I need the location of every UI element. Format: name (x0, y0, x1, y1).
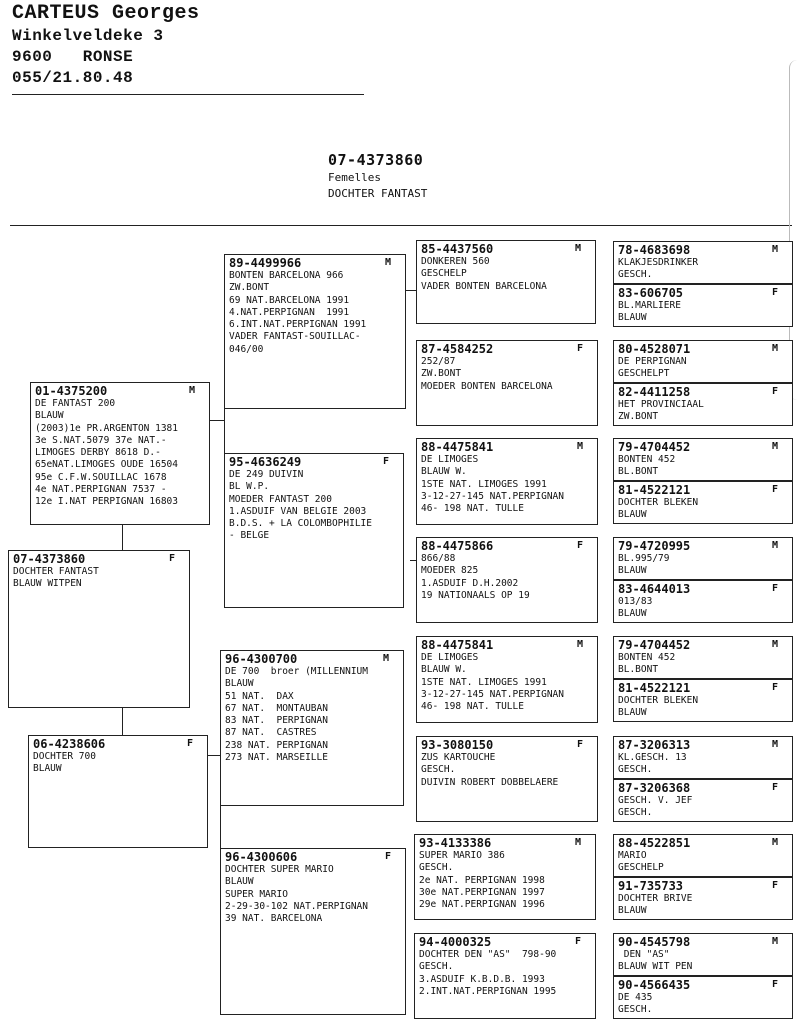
sex-marker: M (772, 936, 779, 947)
pedigree-card-p85-4437560 (416, 240, 596, 324)
pigeon-detail-line: BONTEN 452 (618, 454, 676, 465)
pigeon-detail-line: 013/83 (618, 596, 653, 607)
ring-number: 94-4000325 (419, 935, 492, 949)
pigeon-detail-line: BLAUW (225, 876, 254, 888)
pedigree-card-p93-4133386 (414, 834, 596, 920)
sex-marker: M (577, 639, 584, 650)
pigeon-detail-line: BLAUW (225, 678, 254, 690)
sex-marker: M (575, 837, 582, 848)
ring-number: 81-4522121 (618, 483, 691, 497)
ring-number: 01-4375200 (35, 384, 108, 398)
sex-marker: F (772, 979, 779, 990)
pigeon-detail-line: BLAUW (618, 608, 647, 620)
pigeon-detail-line: MARIO (618, 850, 647, 861)
ring-number: 88-4475866 (421, 539, 494, 553)
connector-line (122, 708, 123, 735)
pigeon-detail-line: BL.BONT (618, 466, 659, 478)
pigeon-detail-line: DE LIMOGES (421, 454, 479, 465)
pedigree-card-p96-4300700 (220, 650, 404, 806)
pigeon-detail-line: BLAUW W. (421, 664, 467, 676)
pigeon-detail-line: 69 NAT.BARCELONA 1991 (229, 294, 350, 306)
ring-number: 79-4704452 (618, 638, 691, 652)
pigeon-detail-line: GESCH. (421, 764, 456, 776)
pedigree-card-p79-4720995 (613, 537, 793, 580)
pigeon-detail-line: VADER BONTEN BARCELONA (421, 280, 547, 292)
pedigree-card-p07-4373860 (8, 550, 190, 708)
sex-marker: F (577, 343, 584, 354)
pigeon-detail-line: 29e NAT.PERPIGNAN 1996 (419, 899, 545, 911)
ring-number: 87-4584252 (421, 342, 494, 356)
pigeon-detail-line: GESCHELP (421, 268, 467, 280)
pedigree-card-p79-4704452-b (613, 636, 793, 679)
connector-line (208, 755, 220, 756)
pedigree-card-p81-4522121-a (613, 481, 793, 524)
pigeon-detail-line: DE LIMOGES (421, 652, 479, 663)
pigeon-detail-line: DE 249 DUIVIN (229, 469, 304, 480)
pigeon-detail-line: 12e I.NAT PERPIGNAN 16803 (35, 496, 178, 508)
pigeon-detail-line: BLAUW (618, 509, 647, 521)
connector-line (224, 320, 225, 530)
sex-marker: M (772, 441, 779, 452)
pigeon-detail-line: 4.NAT.PERPIGNAN 1991 (229, 306, 350, 318)
pigeon-detail-line: 30e NAT.PERPIGNAN 1997 (419, 886, 545, 898)
pigeon-detail-line: BLAUW (33, 763, 62, 775)
pedigree-card-p80-4528071 (613, 340, 793, 383)
pigeon-detail-line: 83 NAT. PERPIGNAN (225, 715, 328, 727)
ring-number: 82-4411258 (618, 385, 691, 399)
section-divider (10, 225, 792, 226)
sex-marker: F (577, 739, 584, 750)
pigeon-detail-line: 1STE NAT. LIMOGES 1991 (421, 478, 547, 490)
sex-marker: F (383, 456, 390, 467)
pigeon-detail-line: 3-12-27-145 NAT.PERPIGNAN (421, 490, 564, 502)
ring-number: 79-4720995 (618, 539, 691, 553)
pigeon-detail-line: DOCHTER DEN "AS" 798-90 (419, 949, 557, 960)
sex-marker: M (383, 653, 390, 664)
pedigree-card-p83-4644013 (613, 580, 793, 623)
sex-marker: F (187, 738, 194, 749)
pigeon-detail-line: KLAKJESDRINKER (618, 257, 699, 268)
ring-number: 88-4522851 (618, 836, 691, 850)
pigeon-detail-line: GESCH. (618, 807, 653, 819)
pigeon-detail-line: 46- 198 NAT. TULLE (421, 503, 524, 515)
pigeon-detail-line: 866/88 (421, 553, 456, 564)
pigeon-detail-line: ZW.BONT (421, 368, 462, 380)
ring-number: 95-4636249 (229, 455, 302, 469)
pigeon-detail-line: 3-12-27-145 NAT.PERPIGNAN (421, 688, 564, 700)
owner-city: RONSE (82, 48, 134, 66)
pigeon-detail-line: ZW.BONT (618, 411, 659, 423)
pigeon-detail-line: MOEDER 825 (421, 565, 479, 577)
pigeon-detail-line: BLAUW WITPEN (13, 578, 82, 590)
ring-number: 89-4499966 (229, 256, 302, 270)
pigeon-detail-line: SUPER MARIO 386 (419, 850, 505, 861)
sex-marker: M (575, 243, 582, 254)
ring-number: 88-4475841 (421, 440, 494, 454)
owner-name: CARTEUS Georges (12, 2, 200, 25)
ring-number: 85-4437560 (421, 242, 494, 256)
pedigree-card-p87-4584252 (416, 340, 598, 426)
pigeon-detail-line: BL.MARLIERE (618, 300, 681, 311)
connector-line (220, 720, 221, 930)
pigeon-detail-line: BONTEN BARCELONA 966 (229, 270, 344, 281)
header-underline (12, 94, 364, 95)
ring-number: 96-4300700 (225, 652, 298, 666)
owner-street: Winkelveldeke 3 (12, 27, 164, 45)
pigeon-detail-line: GESCH. (419, 862, 454, 874)
pigeon-detail-line: 3e S.NAT.5079 37e NAT.- (35, 434, 167, 446)
sex-marker: M (772, 739, 779, 750)
pigeon-detail-line: - BELGE (229, 530, 270, 542)
pedigree-card-p78-4683698 (613, 241, 793, 284)
pigeon-detail-line: GESCH. (419, 961, 454, 973)
pedigree-card-p83-606705 (613, 284, 793, 327)
pigeon-detail-line: GESCH. (618, 1004, 653, 1016)
ring-number: 90-4545798 (618, 935, 691, 949)
ring-number: 91-735733 (618, 879, 684, 893)
pigeon-detail-line: 046/00 (229, 343, 264, 355)
pedigree-card-p94-4000325 (414, 933, 596, 1019)
owner-postal: 9600 (12, 48, 53, 66)
ring-number: 83-606705 (618, 286, 684, 300)
sex-marker: M (772, 244, 779, 255)
pigeon-detail-line: 252/87 (421, 356, 456, 367)
pigeon-detail-line: 65eNAT.LIMOGES OUDE 16504 (35, 459, 178, 471)
sex-marker: M (772, 639, 779, 650)
pigeon-detail-line: 238 NAT. PERPIGNAN (225, 739, 328, 751)
ring-number: 87-3206313 (618, 738, 691, 752)
ring-number: 83-4644013 (618, 582, 691, 596)
pedigree-card-p01-4375200 (30, 382, 210, 525)
pigeon-detail-line: 1.ASDUIF D.H.2002 (421, 577, 519, 589)
pigeon-detail-line: DEN "AS" (618, 949, 670, 960)
sex-marker: M (385, 257, 392, 268)
pigeon-detail-line: GESCH. (618, 764, 653, 776)
pigeon-detail-line: DOCHTER BLEKEN (618, 695, 699, 706)
pigeon-detail-line: DE FANTAST 200 (35, 398, 116, 409)
pedigree-card-p82-4411258 (613, 383, 793, 426)
ring-number: 07-4373860 (13, 552, 86, 566)
pigeon-detail-line: 67 NAT. MONTAUBAN (225, 702, 328, 714)
ring-number: 88-4475841 (421, 638, 494, 652)
connector-line (406, 290, 416, 291)
ring-number: 90-4566435 (618, 978, 691, 992)
owner-phone: 055/21.80.48 (12, 69, 134, 87)
sex-marker: F (169, 553, 176, 564)
pedigree-card-p91-735733 (613, 877, 793, 920)
ring-number: 06-4238606 (33, 737, 106, 751)
pigeon-detail-line: DE 435 (618, 992, 653, 1003)
pigeon-detail-line: MOEDER FANTAST 200 (229, 493, 332, 505)
ring-number: 79-4704452 (618, 440, 691, 454)
pedigree-card-p93-3080150 (416, 736, 598, 822)
sex-marker: F (577, 540, 584, 551)
subject-ring: 07-4373860 (328, 151, 424, 169)
pigeon-detail-line: DUIVIN ROBERT DOBBELAERE (421, 776, 559, 788)
pigeon-detail-line: 1.ASDUIF VAN BELGIE 2003 (229, 505, 367, 517)
pedigree-card-p90-4545798 (613, 933, 793, 976)
pigeon-detail-line: GESCHELP (618, 862, 664, 874)
sex-marker: F (772, 484, 779, 495)
pedigree-card-p88-4475841-a (416, 438, 598, 525)
pigeon-detail-line: 39 NAT. BARCELONA (225, 913, 323, 925)
owner-city-line (12, 47, 200, 68)
pedigree-card-p96-4300606 (220, 848, 406, 1015)
pigeon-detail-line: HET PROVINCIAAL (618, 399, 704, 410)
pedigree-card-p87-3206368 (613, 779, 793, 822)
pigeon-detail-line: BONTEN 452 (618, 652, 676, 663)
pigeon-detail-line: DOCHTER FANTAST (13, 566, 99, 577)
pedigree-card-p89-4499966 (224, 254, 406, 409)
pigeon-detail-line: BLAUW (618, 312, 647, 324)
pedigree-card-p88-4475866 (416, 537, 598, 623)
pigeon-detail-line: VADER FANTAST-SOUILLAC- (229, 331, 361, 343)
ring-number: 80-4528071 (618, 342, 691, 356)
pigeon-detail-line: BLAUW (618, 905, 647, 917)
pigeon-detail-line: (2003)1e PR.ARGENTON 1381 (35, 422, 178, 434)
sex-marker: F (772, 880, 779, 891)
connector-line (410, 560, 416, 561)
pedigree-card-p95-4636249 (224, 453, 404, 608)
pigeon-detail-line: GESCH. (618, 269, 653, 281)
pigeon-detail-line: DOCHTER BRIVE (618, 893, 693, 904)
pigeon-detail-line: DE PERPIGNAN (618, 356, 687, 367)
ring-number: 87-3206368 (618, 781, 691, 795)
pigeon-detail-line: DE 700 broer (MILLENNIUM (225, 666, 368, 677)
pedigree-card-p88-4522851 (613, 834, 793, 877)
pigeon-detail-line: 2.INT.NAT.PERPIGNAN 1995 (419, 985, 557, 997)
pigeon-detail-line: 4e NAT.PERPIGNAN 7537 - (35, 484, 167, 496)
pigeon-detail-line: BLAUW (618, 707, 647, 719)
pigeon-detail-line: 46- 198 NAT. TULLE (421, 701, 524, 713)
pigeon-detail-line: 273 NAT. MARSEILLE (225, 752, 328, 764)
owner-header (12, 2, 200, 89)
connector-line (210, 420, 224, 421)
pigeon-detail-line: BLAUW W. (421, 466, 467, 478)
pedigree-card-p87-3206313 (613, 736, 793, 779)
subject-sex: Femelles (328, 171, 381, 184)
pigeon-detail-line: 2e NAT. PERPIGNAN 1998 (419, 874, 545, 886)
sex-marker: M (772, 343, 779, 354)
pigeon-detail-line: MOEDER BONTEN BARCELONA (421, 380, 553, 392)
sex-marker: F (772, 386, 779, 397)
subject-heading (328, 150, 427, 202)
pigeon-detail-line: 95e C.F.W.SOUILLAC 1678 (35, 471, 167, 483)
pigeon-detail-line: DOCHTER BLEKEN (618, 497, 699, 508)
pedigree-card-p79-4704452-a (613, 438, 793, 481)
pedigree-card-p88-4475841-b (416, 636, 598, 723)
sex-marker: F (772, 682, 779, 693)
pigeon-detail-line: 19 NATIONAALS OP 19 (421, 589, 530, 601)
pigeon-detail-line: 51 NAT. DAX (225, 690, 294, 702)
pigeon-detail-line: BLAUW (35, 410, 64, 422)
ring-number: 81-4522121 (618, 681, 691, 695)
pigeon-detail-line: DOCHTER 700 (33, 751, 96, 762)
pigeon-detail-line: B.D.S. + LA COLOMBOPHILIE (229, 518, 372, 530)
subject-name: DOCHTER FANTAST (328, 187, 428, 200)
sex-marker: M (772, 837, 779, 848)
ring-number: 93-3080150 (421, 738, 494, 752)
pigeon-detail-line: BL.BONT (618, 664, 659, 676)
pigeon-detail-line: LIMOGES DERBY 8618 D.- (35, 447, 161, 459)
pigeon-detail-line: DONKEREN 560 (421, 256, 490, 267)
pigeon-detail-line: ZUS KARTOUCHE (421, 752, 496, 763)
pedigree-card-p90-4566435 (613, 976, 793, 1019)
sex-marker: F (772, 782, 779, 793)
pigeon-detail-line: 3.ASDUIF K.B.D.B. 1993 (419, 973, 545, 985)
sex-marker: F (385, 851, 392, 862)
pigeon-detail-line: 2-29-30-102 NAT.PERPIGNAN (225, 900, 368, 912)
pigeon-detail-line: KL.GESCH. 13 (618, 752, 687, 763)
pigeon-detail-line: DOCHTER SUPER MARIO (225, 864, 334, 875)
pigeon-detail-line: 6.INT.NAT.PERPIGNAN 1991 (229, 319, 367, 331)
sex-marker: M (189, 385, 196, 396)
pigeon-detail-line: ZW.BONT (229, 282, 270, 294)
sex-marker: M (577, 441, 584, 452)
pigeon-detail-line: GESCH. V. JEF (618, 795, 693, 806)
connector-line (122, 525, 123, 550)
pigeon-detail-line: SUPER MARIO (225, 888, 288, 900)
pigeon-detail-line: BLAUW (618, 565, 647, 577)
ring-number: 78-4683698 (618, 243, 691, 257)
pigeon-detail-line: BLAUW WIT PEN (618, 961, 693, 973)
pigeon-detail-line: GESCHELPT (618, 368, 670, 380)
pedigree-card-p06-4238606 (28, 735, 208, 848)
sex-marker: F (772, 583, 779, 594)
pedigree-card-p81-4522121-b (613, 679, 793, 722)
sex-marker: M (772, 540, 779, 551)
pigeon-detail-line: BL W.P. (229, 481, 270, 493)
ring-number: 93-4133386 (419, 836, 492, 850)
pigeon-detail-line: 1STE NAT. LIMOGES 1991 (421, 676, 547, 688)
ring-number: 96-4300606 (225, 850, 298, 864)
pigeon-detail-line: 87 NAT. CASTRES (225, 727, 317, 739)
pigeon-detail-line: BL.995/79 (618, 553, 670, 564)
sex-marker: F (575, 936, 582, 947)
sex-marker: F (772, 287, 779, 298)
